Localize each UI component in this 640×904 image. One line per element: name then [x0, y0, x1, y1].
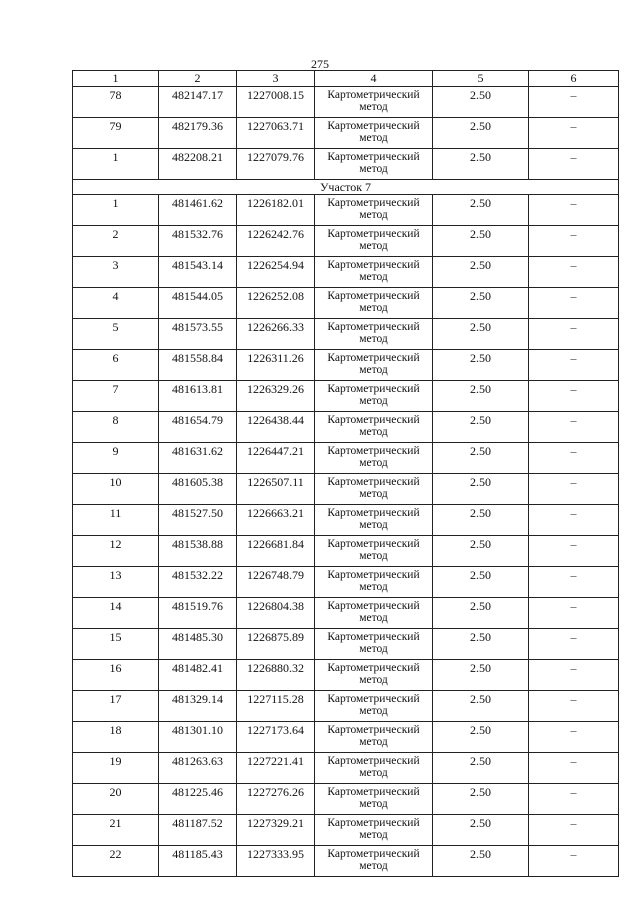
method-line: Картометрический — [327, 724, 420, 736]
note-cell: – — [529, 381, 619, 412]
y-coordinate-cell: 1226242.76 — [237, 226, 315, 257]
method-cell — [315, 149, 433, 180]
method-line: Картометрический — [327, 89, 420, 101]
x-coordinate-cell: 481482.41 — [159, 660, 237, 691]
method-line: метод — [359, 798, 388, 810]
point-number-cell: 21 — [73, 815, 159, 846]
section-title: Участок 7 — [73, 180, 619, 195]
method-cell — [315, 257, 433, 288]
method-line: Картометрический — [327, 120, 420, 132]
y-coordinate-cell: 1227329.21 — [237, 815, 315, 846]
x-coordinate-cell: 481613.81 — [159, 381, 237, 412]
x-coordinate-cell: 481301.10 — [159, 722, 237, 753]
method-line: Картометрический — [327, 631, 420, 643]
method-line: метод — [359, 271, 388, 283]
method-line: метод — [359, 302, 388, 314]
method-line: Картометрический — [327, 197, 420, 209]
point-number-cell: 11 — [73, 505, 159, 536]
point-number-cell: 13 — [73, 567, 159, 598]
method-cell — [315, 598, 433, 629]
accuracy-cell: 2.50 — [433, 815, 529, 846]
accuracy-cell: 2.50 — [433, 350, 529, 381]
note-cell: – — [529, 226, 619, 257]
method-cell — [315, 660, 433, 691]
y-coordinate-cell: 1226266.33 — [237, 319, 315, 350]
table-row — [73, 660, 619, 691]
method-line: Картометрический — [327, 151, 420, 163]
table-row — [73, 536, 619, 567]
note-cell: – — [529, 567, 619, 598]
accuracy-cell: 2.50 — [433, 691, 529, 722]
point-number-cell: 3 — [73, 257, 159, 288]
note-cell: – — [529, 87, 619, 118]
point-number-cell: 6 — [73, 350, 159, 381]
method-line: Картометрический — [327, 662, 420, 674]
x-coordinate-cell: 481329.14 — [159, 691, 237, 722]
accuracy-cell: 2.50 — [433, 598, 529, 629]
table-row — [73, 443, 619, 474]
method-line: метод — [359, 209, 388, 221]
method-line: метод — [359, 674, 388, 686]
method-cell — [315, 815, 433, 846]
y-coordinate-cell: 1227063.71 — [237, 118, 315, 149]
accuracy-cell: 2.50 — [433, 149, 529, 180]
accuracy-cell: 2.50 — [433, 846, 529, 877]
page-number: 275 — [311, 57, 329, 71]
method-line: Картометрический — [327, 848, 420, 860]
y-coordinate-cell: 1227173.64 — [237, 722, 315, 753]
point-number-cell: 1 — [73, 149, 159, 180]
x-coordinate-cell: 482208.21 — [159, 149, 237, 180]
x-coordinate-cell: 482179.36 — [159, 118, 237, 149]
table-row — [73, 149, 619, 180]
x-coordinate-cell: 481185.43 — [159, 846, 237, 877]
method-line: метод — [359, 643, 388, 655]
x-coordinate-cell: 481527.50 — [159, 505, 237, 536]
method-line: Картометрический — [327, 228, 420, 240]
method-line: метод — [359, 705, 388, 717]
column-header: 1 — [73, 71, 159, 87]
method-cell — [315, 87, 433, 118]
method-line: Картометрический — [327, 352, 420, 364]
table-row — [73, 753, 619, 784]
x-coordinate-cell: 481573.55 — [159, 319, 237, 350]
accuracy-cell: 2.50 — [433, 412, 529, 443]
y-coordinate-cell: 1227008.15 — [237, 87, 315, 118]
y-coordinate-cell: 1226182.01 — [237, 195, 315, 226]
accuracy-cell: 2.50 — [433, 722, 529, 753]
note-cell: – — [529, 784, 619, 815]
table-row — [73, 226, 619, 257]
y-coordinate-cell: 1226681.84 — [237, 536, 315, 567]
y-coordinate-cell: 1226748.79 — [237, 567, 315, 598]
method-cell — [315, 474, 433, 505]
method-line: метод — [359, 163, 388, 175]
method-line: Картометрический — [327, 476, 420, 488]
note-cell: – — [529, 815, 619, 846]
note-cell: – — [529, 474, 619, 505]
point-number-cell: 1 — [73, 195, 159, 226]
y-coordinate-cell: 1226311.26 — [237, 350, 315, 381]
x-coordinate-cell: 481532.76 — [159, 226, 237, 257]
section-row — [73, 180, 619, 195]
coordinates-table — [72, 70, 619, 877]
table-row — [73, 567, 619, 598]
method-line: метод — [359, 581, 388, 593]
accuracy-cell: 2.50 — [433, 505, 529, 536]
column-header: 4 — [315, 71, 433, 87]
point-number-cell: 17 — [73, 691, 159, 722]
note-cell: – — [529, 443, 619, 474]
table-row — [73, 257, 619, 288]
point-number-cell: 14 — [73, 598, 159, 629]
point-number-cell: 5 — [73, 319, 159, 350]
method-line: Картометрический — [327, 414, 420, 426]
x-coordinate-cell: 481654.79 — [159, 412, 237, 443]
note-cell: – — [529, 846, 619, 877]
y-coordinate-cell: 1226880.32 — [237, 660, 315, 691]
method-line: Картометрический — [327, 290, 420, 302]
y-coordinate-cell: 1227276.26 — [237, 784, 315, 815]
point-number-cell: 79 — [73, 118, 159, 149]
table-row — [73, 505, 619, 536]
table-row — [73, 381, 619, 412]
point-number-cell: 4 — [73, 288, 159, 319]
note-cell: – — [529, 505, 619, 536]
method-cell — [315, 629, 433, 660]
y-coordinate-cell: 1226447.21 — [237, 443, 315, 474]
method-line: метод — [359, 426, 388, 438]
x-coordinate-cell: 481538.88 — [159, 536, 237, 567]
method-line: метод — [359, 612, 388, 624]
method-line: метод — [359, 519, 388, 531]
accuracy-cell: 2.50 — [433, 226, 529, 257]
method-cell — [315, 118, 433, 149]
method-cell — [315, 784, 433, 815]
note-cell: – — [529, 536, 619, 567]
table-row — [73, 784, 619, 815]
note-cell: – — [529, 149, 619, 180]
method-line: Картометрический — [327, 259, 420, 271]
method-line: Картометрический — [327, 538, 420, 550]
method-line: Картометрический — [327, 786, 420, 798]
method-cell — [315, 443, 433, 474]
table-row — [73, 629, 619, 660]
note-cell: – — [529, 753, 619, 784]
y-coordinate-cell: 1227221.41 — [237, 753, 315, 784]
x-coordinate-cell: 481532.22 — [159, 567, 237, 598]
table-row — [73, 319, 619, 350]
method-cell — [315, 536, 433, 567]
note-cell: – — [529, 629, 619, 660]
accuracy-cell: 2.50 — [433, 319, 529, 350]
method-cell — [315, 319, 433, 350]
point-number-cell: 20 — [73, 784, 159, 815]
method-line: метод — [359, 132, 388, 144]
note-cell: – — [529, 691, 619, 722]
table-row — [73, 474, 619, 505]
y-coordinate-cell: 1227115.28 — [237, 691, 315, 722]
x-coordinate-cell: 481263.63 — [159, 753, 237, 784]
x-coordinate-cell: 481558.84 — [159, 350, 237, 381]
table-row — [73, 412, 619, 443]
accuracy-cell: 2.50 — [433, 629, 529, 660]
accuracy-cell: 2.50 — [433, 87, 529, 118]
method-cell — [315, 226, 433, 257]
method-cell — [315, 288, 433, 319]
x-coordinate-cell: 481485.30 — [159, 629, 237, 660]
point-number-cell: 16 — [73, 660, 159, 691]
method-line: метод — [359, 550, 388, 562]
x-coordinate-cell: 481544.05 — [159, 288, 237, 319]
method-line: метод — [359, 333, 388, 345]
x-coordinate-cell: 481187.52 — [159, 815, 237, 846]
method-line: Картометрический — [327, 600, 420, 612]
table-row — [73, 722, 619, 753]
method-line: Картометрический — [327, 693, 420, 705]
accuracy-cell: 2.50 — [433, 257, 529, 288]
y-coordinate-cell: 1226663.21 — [237, 505, 315, 536]
method-line: метод — [359, 395, 388, 407]
method-cell — [315, 753, 433, 784]
method-line: метод — [359, 101, 388, 113]
table-header-row — [73, 71, 619, 87]
point-number-cell: 19 — [73, 753, 159, 784]
y-coordinate-cell: 1226804.38 — [237, 598, 315, 629]
method-cell — [315, 846, 433, 877]
x-coordinate-cell: 481605.38 — [159, 474, 237, 505]
note-cell: – — [529, 660, 619, 691]
point-number-cell: 2 — [73, 226, 159, 257]
method-line: метод — [359, 457, 388, 469]
accuracy-cell: 2.50 — [433, 443, 529, 474]
method-cell — [315, 381, 433, 412]
point-number-cell: 12 — [73, 536, 159, 567]
accuracy-cell: 2.50 — [433, 567, 529, 598]
x-coordinate-cell: 481631.62 — [159, 443, 237, 474]
note-cell: – — [529, 350, 619, 381]
column-header: 6 — [529, 71, 619, 87]
accuracy-cell: 2.50 — [433, 288, 529, 319]
method-cell — [315, 195, 433, 226]
x-coordinate-cell: 481543.14 — [159, 257, 237, 288]
method-line: Картометрический — [327, 817, 420, 829]
method-line: Картометрический — [327, 755, 420, 767]
note-cell: – — [529, 288, 619, 319]
table-row — [73, 118, 619, 149]
table-row — [73, 691, 619, 722]
note-cell: – — [529, 195, 619, 226]
method-line: метод — [359, 364, 388, 376]
x-coordinate-cell: 481225.46 — [159, 784, 237, 815]
note-cell: – — [529, 722, 619, 753]
note-cell: – — [529, 319, 619, 350]
y-coordinate-cell: 1227079.76 — [237, 149, 315, 180]
point-number-cell: 7 — [73, 381, 159, 412]
accuracy-cell: 2.50 — [433, 195, 529, 226]
accuracy-cell: 2.50 — [433, 784, 529, 815]
column-header: 2 — [159, 71, 237, 87]
x-coordinate-cell: 481519.76 — [159, 598, 237, 629]
table-row — [73, 195, 619, 226]
method-cell — [315, 412, 433, 443]
table-row — [73, 288, 619, 319]
x-coordinate-cell: 481461.62 — [159, 195, 237, 226]
accuracy-cell: 2.50 — [433, 660, 529, 691]
note-cell: – — [529, 598, 619, 629]
method-line: Картометрический — [327, 507, 420, 519]
y-coordinate-cell: 1226254.94 — [237, 257, 315, 288]
point-number-cell: 18 — [73, 722, 159, 753]
column-header: 3 — [237, 71, 315, 87]
method-line: метод — [359, 488, 388, 500]
accuracy-cell: 2.50 — [433, 118, 529, 149]
method-line: Картометрический — [327, 321, 420, 333]
method-line: метод — [359, 767, 388, 779]
method-line: метод — [359, 736, 388, 748]
note-cell: – — [529, 412, 619, 443]
column-header: 5 — [433, 71, 529, 87]
method-line: Картометрический — [327, 569, 420, 581]
table-row — [73, 846, 619, 877]
point-number-cell: 9 — [73, 443, 159, 474]
y-coordinate-cell: 1226875.89 — [237, 629, 315, 660]
note-cell: – — [529, 257, 619, 288]
method-line: метод — [359, 829, 388, 841]
method-line: метод — [359, 240, 388, 252]
point-number-cell: 22 — [73, 846, 159, 877]
table-row — [73, 815, 619, 846]
note-cell: – — [529, 118, 619, 149]
table-row — [73, 350, 619, 381]
table-row — [73, 598, 619, 629]
table-row — [73, 87, 619, 118]
method-cell — [315, 722, 433, 753]
accuracy-cell: 2.50 — [433, 474, 529, 505]
point-number-cell: 78 — [73, 87, 159, 118]
method-cell — [315, 505, 433, 536]
y-coordinate-cell: 1226252.08 — [237, 288, 315, 319]
method-line: метод — [359, 860, 388, 872]
y-coordinate-cell: 1226329.26 — [237, 381, 315, 412]
y-coordinate-cell: 1226507.11 — [237, 474, 315, 505]
method-cell — [315, 691, 433, 722]
y-coordinate-cell: 1227333.95 — [237, 846, 315, 877]
method-line: Картометрический — [327, 445, 420, 457]
y-coordinate-cell: 1226438.44 — [237, 412, 315, 443]
method-cell — [315, 567, 433, 598]
point-number-cell: 10 — [73, 474, 159, 505]
method-line: Картометрический — [327, 383, 420, 395]
point-number-cell: 15 — [73, 629, 159, 660]
method-cell — [315, 350, 433, 381]
accuracy-cell: 2.50 — [433, 536, 529, 567]
x-coordinate-cell: 482147.17 — [159, 87, 237, 118]
accuracy-cell: 2.50 — [433, 753, 529, 784]
accuracy-cell: 2.50 — [433, 381, 529, 412]
point-number-cell: 8 — [73, 412, 159, 443]
